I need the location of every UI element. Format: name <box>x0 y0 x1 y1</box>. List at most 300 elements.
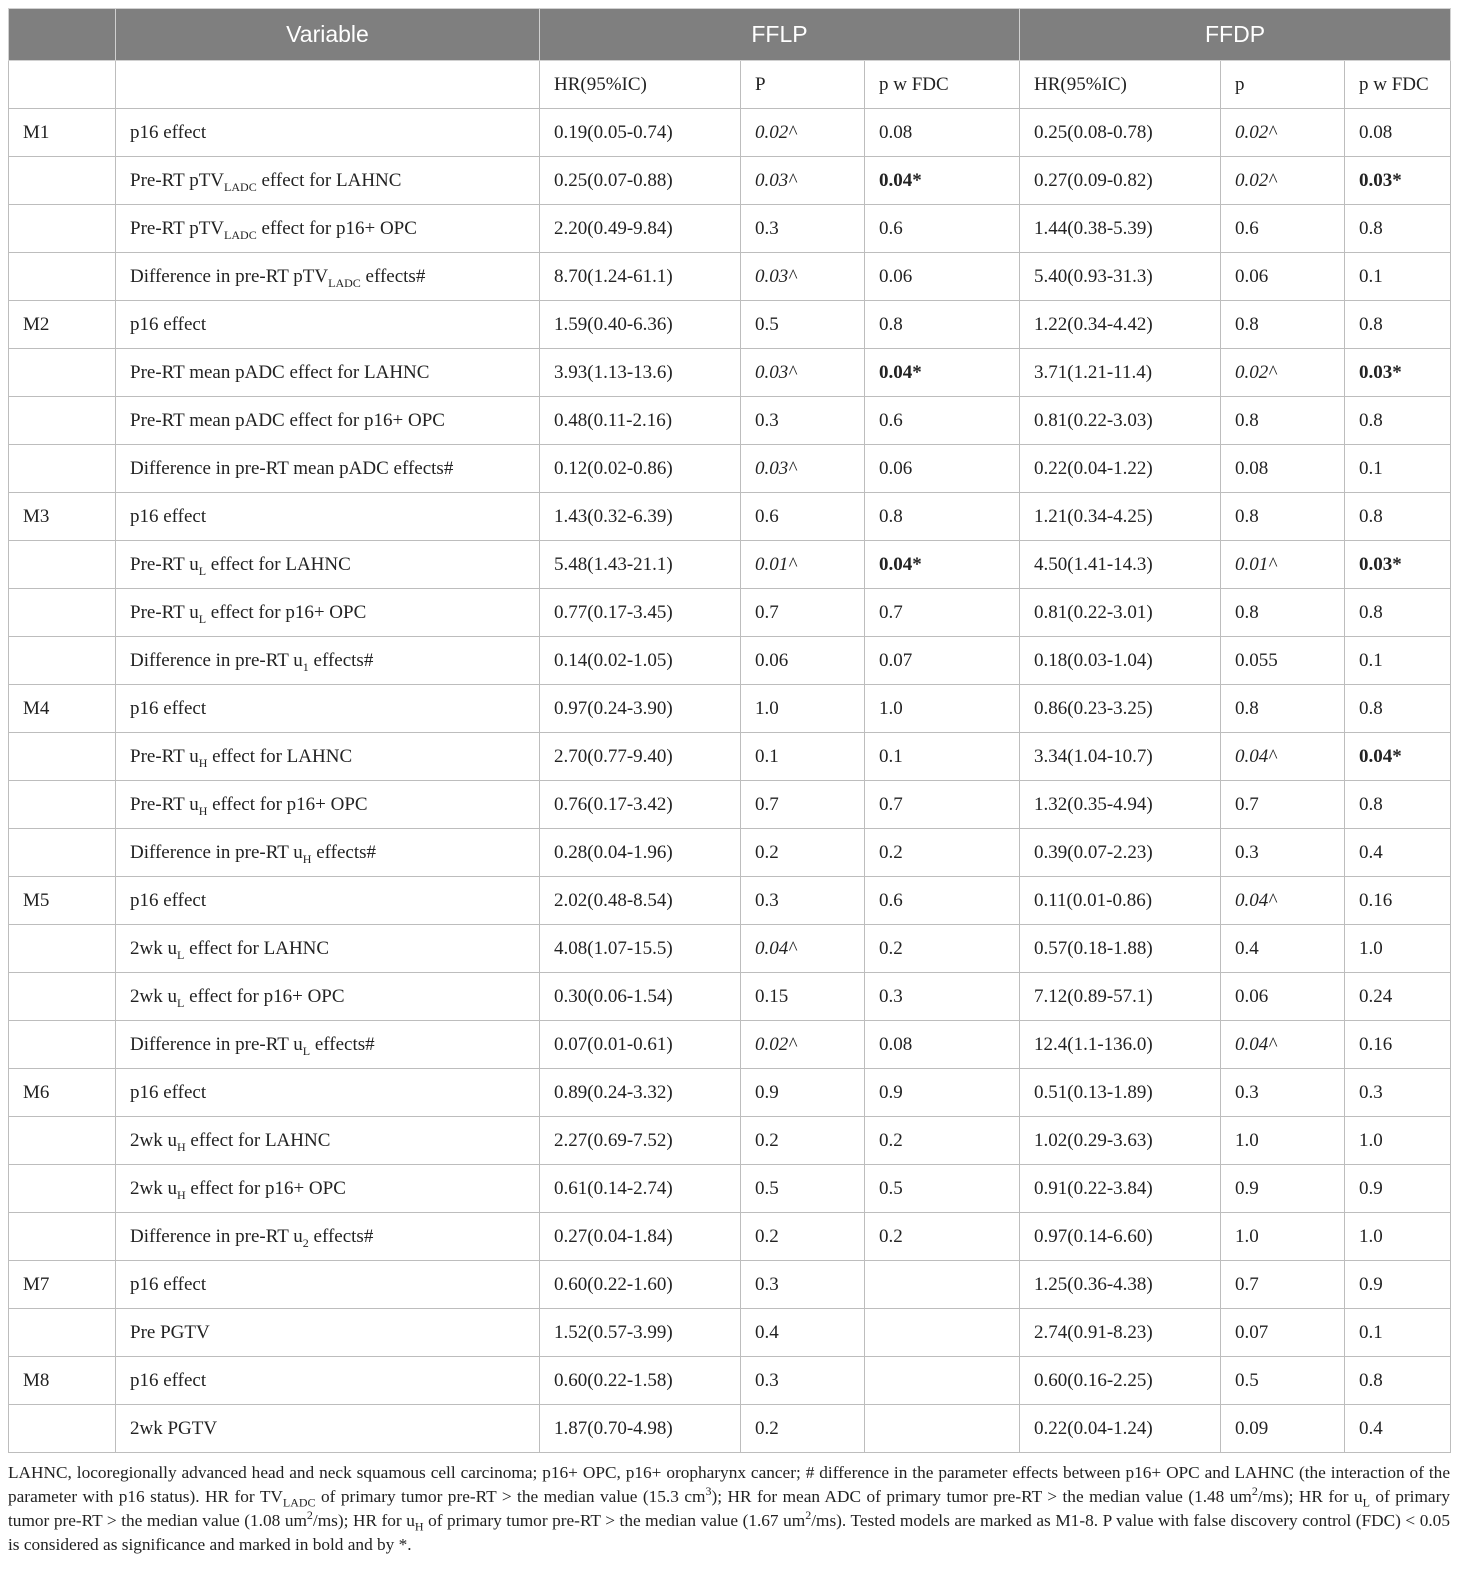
cell-hr-ffdp: 7.12(0.89-57.1) <box>1020 973 1221 1021</box>
cell-hr-fflp: 0.25(0.07-0.88) <box>540 157 741 205</box>
cell-hr-ffdp: 0.97(0.14-6.60) <box>1020 1213 1221 1261</box>
cell-variable <box>116 1165 540 1213</box>
cell-p-ffdp: 0.01^ <box>1221 541 1345 589</box>
cell-p-fflp: 1.0 <box>741 685 865 733</box>
footnote-text: /ms); HR for u <box>1257 1487 1363 1506</box>
cell-p-fflp: 0.03^ <box>741 157 865 205</box>
table-row <box>9 109 1451 157</box>
subheader-variable <box>116 61 540 109</box>
cell-hr-ffdp: 5.40(0.93-31.3) <box>1020 253 1221 301</box>
footnote-sub: L <box>1362 1495 1370 1510</box>
variable-subscript: H <box>198 803 208 818</box>
cell-fdc-ffdp: 0.1 <box>1345 1309 1451 1357</box>
cell-p-fflp: 0.3 <box>741 397 865 445</box>
variable-subscript: L <box>176 995 185 1010</box>
cell-hr-fflp: 0.61(0.14-2.74) <box>540 1165 741 1213</box>
cell-p-fflp: 0.03^ <box>741 253 865 301</box>
cell-hr-fflp: 0.27(0.04-1.84) <box>540 1213 741 1261</box>
cell-fdc-ffdp: 0.03* <box>1345 541 1451 589</box>
cell-p-ffdp: 1.0 <box>1221 1117 1345 1165</box>
cell-p-ffdp: 0.02^ <box>1221 157 1345 205</box>
variable-text: effect for LAHNC <box>185 1129 331 1151</box>
cell-hr-fflp: 1.59(0.40-6.36) <box>540 301 741 349</box>
cell-p-ffdp: 0.7 <box>1221 1261 1345 1309</box>
cell-p-ffdp: 0.8 <box>1221 685 1345 733</box>
cell-hr-fflp: 2.02(0.48-8.54) <box>540 877 741 925</box>
variable-subscript: L <box>198 611 207 626</box>
cell-hr-ffdp: 0.51(0.13-1.89) <box>1020 1069 1221 1117</box>
table-row <box>9 445 1451 493</box>
cell-fdc-ffdp: 0.1 <box>1345 253 1451 301</box>
cell-p-fflp: 0.7 <box>741 589 865 637</box>
cell-model <box>9 541 116 589</box>
cell-p-fflp: 0.2 <box>741 1213 865 1261</box>
cell-hr-ffdp: 0.81(0.22-3.01) <box>1020 589 1221 637</box>
variable-text: effect for p16+ OPC <box>184 985 345 1007</box>
table-row <box>9 1309 1451 1357</box>
cell-p-ffdp: 0.7 <box>1221 781 1345 829</box>
table-row <box>9 1357 1451 1405</box>
cell-variable <box>116 637 540 685</box>
cell-model <box>9 1021 116 1069</box>
cell-fdc-fflp: 0.06 <box>865 253 1020 301</box>
table-row <box>9 925 1451 973</box>
variable-text: p16 effect <box>130 121 207 143</box>
variable-text: p16 effect <box>130 889 207 911</box>
cell-model <box>9 733 116 781</box>
cell-hr-ffdp: 0.57(0.18-1.88) <box>1020 925 1221 973</box>
cell-p-fflp: 0.15 <box>741 973 865 1021</box>
variable-text: Pre-RT u <box>130 601 199 623</box>
cell-fdc-ffdp: 0.04* <box>1345 733 1451 781</box>
cell-model <box>9 445 116 493</box>
cell-p-ffdp: 0.04^ <box>1221 1021 1345 1069</box>
cell-p-fflp: 0.4 <box>741 1309 865 1357</box>
cell-fdc-fflp: 0.6 <box>865 397 1020 445</box>
cell-hr-ffdp: 3.71(1.21-11.4) <box>1020 349 1221 397</box>
cell-variable <box>116 829 540 877</box>
cell-model: M8 <box>9 1357 116 1405</box>
cell-hr-fflp: 1.52(0.57-3.99) <box>540 1309 741 1357</box>
variable-subscript: 2 <box>302 1235 309 1250</box>
cell-fdc-fflp: 0.04* <box>865 541 1020 589</box>
cell-fdc-fflp <box>865 1357 1020 1405</box>
cell-hr-fflp: 0.19(0.05-0.74) <box>540 109 741 157</box>
table-row <box>9 781 1451 829</box>
cell-hr-ffdp: 0.81(0.22-3.03) <box>1020 397 1221 445</box>
cell-p-fflp: 0.3 <box>741 877 865 925</box>
cell-p-ffdp: 0.9 <box>1221 1165 1345 1213</box>
cell-variable <box>116 109 540 157</box>
cell-fdc-fflp: 0.6 <box>865 877 1020 925</box>
cell-fdc-fflp: 0.7 <box>865 589 1020 637</box>
cell-fdc-ffdp: 1.0 <box>1345 1213 1451 1261</box>
variable-subscript: H <box>176 1139 186 1154</box>
cell-variable <box>116 1069 540 1117</box>
variable-text: Difference in pre-RT u <box>130 841 303 863</box>
cell-p-ffdp: 0.06 <box>1221 253 1345 301</box>
cell-fdc-fflp: 0.8 <box>865 301 1020 349</box>
cell-p-fflp: 0.2 <box>741 1117 865 1165</box>
variable-text: Pre-RT pTV <box>130 217 225 239</box>
cell-variable <box>116 877 540 925</box>
table-row <box>9 589 1451 637</box>
cell-fdc-fflp: 0.08 <box>865 109 1020 157</box>
cell-fdc-ffdp: 0.8 <box>1345 781 1451 829</box>
cell-p-fflp: 0.2 <box>741 1405 865 1453</box>
cell-fdc-fflp: 0.2 <box>865 1213 1020 1261</box>
cell-hr-ffdp: 0.86(0.23-3.25) <box>1020 685 1221 733</box>
cell-model <box>9 973 116 1021</box>
variable-subscript: L <box>302 1043 311 1058</box>
table-row <box>9 493 1451 541</box>
variable-text: p16 effect <box>130 1081 207 1103</box>
subheader-p-ffdp: p <box>1221 61 1345 109</box>
variable-text: effect for p16+ OPC <box>207 793 368 815</box>
footnote-text: of primary tumor pre-RT > the median value (1.67 um <box>423 1511 806 1530</box>
cell-hr-fflp: 3.93(1.13-13.6) <box>540 349 741 397</box>
table-row <box>9 1261 1451 1309</box>
cell-model: M4 <box>9 685 116 733</box>
cell-hr-fflp: 0.89(0.24-3.32) <box>540 1069 741 1117</box>
variable-text: Pre-RT u <box>130 793 199 815</box>
variable-text: Difference in pre-RT u <box>130 649 303 671</box>
footnote-text: of primary tumor pre-RT > the median value (15.3 cm <box>315 1487 706 1506</box>
cell-p-fflp: 0.7 <box>741 781 865 829</box>
variable-subscript: L <box>176 947 185 962</box>
table-row <box>9 637 1451 685</box>
cell-fdc-fflp <box>865 1405 1020 1453</box>
cell-fdc-fflp: 0.6 <box>865 205 1020 253</box>
cell-hr-ffdp: 4.50(1.41-14.3) <box>1020 541 1221 589</box>
variable-text: effects# <box>311 841 376 863</box>
cell-fdc-ffdp: 0.8 <box>1345 589 1451 637</box>
cell-hr-fflp: 1.87(0.70-4.98) <box>540 1405 741 1453</box>
cell-fdc-ffdp: 0.9 <box>1345 1261 1451 1309</box>
cell-fdc-ffdp: 0.8 <box>1345 1357 1451 1405</box>
cell-model <box>9 1405 116 1453</box>
cell-model <box>9 1309 116 1357</box>
cell-p-ffdp: 0.02^ <box>1221 349 1345 397</box>
variable-text: effect for p16+ OPC <box>185 1177 346 1199</box>
cell-p-fflp: 0.3 <box>741 1357 865 1405</box>
header-fflp: FFLP <box>540 9 1020 61</box>
footnote-sub: LADC <box>282 1495 316 1510</box>
cell-fdc-fflp: 0.7 <box>865 781 1020 829</box>
variable-text: effect for p16+ OPC <box>206 601 367 623</box>
cell-fdc-ffdp: 0.8 <box>1345 685 1451 733</box>
variable-text: Pre-RT u <box>130 745 199 767</box>
cell-model <box>9 1165 116 1213</box>
cell-model <box>9 925 116 973</box>
cell-fdc-ffdp: 0.16 <box>1345 1021 1451 1069</box>
cell-fdc-ffdp: 0.1 <box>1345 637 1451 685</box>
variable-text: Pre-RT u <box>130 553 199 575</box>
cell-hr-ffdp: 0.60(0.16-2.25) <box>1020 1357 1221 1405</box>
variable-text: Difference in pre-RT u <box>130 1033 303 1055</box>
cell-model <box>9 253 116 301</box>
cell-fdc-fflp: 0.5 <box>865 1165 1020 1213</box>
variable-text: effect for LAHNC <box>207 745 353 767</box>
cell-variable <box>116 1261 540 1309</box>
cell-variable <box>116 349 540 397</box>
table-row <box>9 1213 1451 1261</box>
footnote-text: ); HR for mean ADC of primary tumor pre-RT > the median value (1.48 um <box>711 1487 1252 1506</box>
cell-hr-fflp: 2.27(0.69-7.52) <box>540 1117 741 1165</box>
variable-text: 2wk u <box>130 1129 177 1151</box>
footnote-text: /ms); HR for u <box>312 1511 415 1530</box>
footnote-sup: 3 <box>705 1484 712 1499</box>
table-row <box>9 877 1451 925</box>
cell-fdc-fflp: 0.2 <box>865 925 1020 973</box>
results-table <box>8 8 1451 1453</box>
cell-model: M2 <box>9 301 116 349</box>
cell-hr-fflp: 2.70(0.77-9.40) <box>540 733 741 781</box>
cell-hr-fflp: 0.60(0.22-1.58) <box>540 1357 741 1405</box>
cell-fdc-fflp <box>865 1309 1020 1357</box>
cell-p-ffdp: 1.0 <box>1221 1213 1345 1261</box>
cell-p-fflp: 0.3 <box>741 1261 865 1309</box>
cell-hr-ffdp: 0.27(0.09-0.82) <box>1020 157 1221 205</box>
cell-hr-fflp: 2.20(0.49-9.84) <box>540 205 741 253</box>
cell-p-fflp: 0.1 <box>741 733 865 781</box>
cell-variable <box>116 589 540 637</box>
table-row <box>9 205 1451 253</box>
cell-p-ffdp: 0.3 <box>1221 1069 1345 1117</box>
cell-fdc-ffdp: 0.24 <box>1345 973 1451 1021</box>
cell-hr-fflp: 0.76(0.17-3.42) <box>540 781 741 829</box>
variable-text: effect for LAHNC <box>184 937 330 959</box>
cell-fdc-ffdp: 0.4 <box>1345 1405 1451 1453</box>
cell-variable <box>116 1357 540 1405</box>
cell-variable <box>116 157 540 205</box>
variable-text: 2wk u <box>130 1177 177 1199</box>
cell-p-ffdp: 0.3 <box>1221 829 1345 877</box>
cell-fdc-ffdp: 0.08 <box>1345 109 1451 157</box>
cell-fdc-fflp: 0.1 <box>865 733 1020 781</box>
cell-fdc-ffdp: 0.16 <box>1345 877 1451 925</box>
cell-hr-fflp: 0.48(0.11-2.16) <box>540 397 741 445</box>
cell-model: M1 <box>9 109 116 157</box>
subheader-hr-fflp: HR(95%IC) <box>540 61 741 109</box>
cell-variable <box>116 301 540 349</box>
variable-text: effect for p16+ OPC <box>256 217 417 239</box>
cell-hr-fflp: 5.48(1.43-21.1) <box>540 541 741 589</box>
table-container <box>8 8 1450 1557</box>
cell-variable <box>116 1309 540 1357</box>
variable-text: p16 effect <box>130 1369 207 1391</box>
cell-p-fflp: 0.2 <box>741 829 865 877</box>
cell-variable <box>116 1021 540 1069</box>
variable-subscript: H <box>176 1187 186 1202</box>
cell-hr-fflp: 8.70(1.24-61.1) <box>540 253 741 301</box>
cell-p-ffdp: 0.09 <box>1221 1405 1345 1453</box>
cell-variable <box>116 205 540 253</box>
footnote-sup: 2 <box>805 1508 812 1523</box>
cell-hr-ffdp: 3.34(1.04-10.7) <box>1020 733 1221 781</box>
cell-model: M5 <box>9 877 116 925</box>
cell-fdc-ffdp: 0.03* <box>1345 349 1451 397</box>
table-row <box>9 349 1451 397</box>
cell-model <box>9 349 116 397</box>
cell-fdc-fflp: 0.08 <box>865 1021 1020 1069</box>
table-row <box>9 685 1451 733</box>
cell-fdc-ffdp: 0.8 <box>1345 397 1451 445</box>
cell-p-fflp: 0.02^ <box>741 109 865 157</box>
cell-p-ffdp: 0.4 <box>1221 925 1345 973</box>
cell-p-ffdp: 0.6 <box>1221 205 1345 253</box>
cell-fdc-fflp: 0.07 <box>865 637 1020 685</box>
subheader-hr-ffdp: HR(95%IC) <box>1020 61 1221 109</box>
variable-text: effects# <box>360 265 426 287</box>
cell-fdc-ffdp: 0.9 <box>1345 1165 1451 1213</box>
cell-variable <box>116 781 540 829</box>
cell-hr-fflp: 0.77(0.17-3.45) <box>540 589 741 637</box>
cell-fdc-fflp: 0.9 <box>865 1069 1020 1117</box>
cell-fdc-fflp: 0.2 <box>865 1117 1020 1165</box>
cell-hr-ffdp: 1.32(0.35-4.94) <box>1020 781 1221 829</box>
table-row <box>9 1405 1451 1453</box>
variable-text: Difference in pre-RT pTV <box>130 265 329 287</box>
cell-hr-fflp: 0.28(0.04-1.96) <box>540 829 741 877</box>
cell-p-fflp: 0.03^ <box>741 445 865 493</box>
table-row <box>9 253 1451 301</box>
cell-hr-ffdp: 0.22(0.04-1.24) <box>1020 1405 1221 1453</box>
cell-hr-fflp: 0.30(0.06-1.54) <box>540 973 741 1021</box>
cell-variable <box>116 445 540 493</box>
cell-p-ffdp: 0.8 <box>1221 301 1345 349</box>
table-row <box>9 157 1451 205</box>
cell-hr-ffdp: 0.39(0.07-2.23) <box>1020 829 1221 877</box>
cell-hr-ffdp: 0.22(0.04-1.22) <box>1020 445 1221 493</box>
subheader-fdc-ffdp: p w FDC <box>1345 61 1451 109</box>
cell-p-ffdp: 0.8 <box>1221 493 1345 541</box>
cell-hr-ffdp: 1.25(0.36-4.38) <box>1020 1261 1221 1309</box>
cell-variable <box>116 493 540 541</box>
variable-text: effects# <box>308 649 374 671</box>
variable-text: Difference in pre-RT u <box>130 1225 303 1247</box>
table-row <box>9 733 1451 781</box>
cell-model <box>9 637 116 685</box>
cell-model <box>9 397 116 445</box>
cell-fdc-ffdp: 1.0 <box>1345 925 1451 973</box>
subheader-fdc-fflp: p w FDC <box>865 61 1020 109</box>
cell-hr-ffdp: 0.91(0.22-3.84) <box>1020 1165 1221 1213</box>
variable-text: p16 effect <box>130 697 207 719</box>
variable-text: p16 effect <box>130 505 207 527</box>
cell-p-fflp: 0.5 <box>741 301 865 349</box>
cell-p-ffdp: 0.06 <box>1221 973 1345 1021</box>
cell-p-fflp: 0.6 <box>741 493 865 541</box>
variable-subscript: LADC <box>328 275 361 290</box>
cell-variable <box>116 973 540 1021</box>
header-ffdp: FFDP <box>1020 9 1451 61</box>
cell-fdc-fflp: 0.04* <box>865 349 1020 397</box>
cell-fdc-fflp: 0.04* <box>865 157 1020 205</box>
cell-model <box>9 781 116 829</box>
cell-hr-ffdp: 12.4(1.1-136.0) <box>1020 1021 1221 1069</box>
cell-hr-fflp: 0.14(0.02-1.05) <box>540 637 741 685</box>
cell-fdc-fflp: 1.0 <box>865 685 1020 733</box>
cell-variable <box>116 541 540 589</box>
variable-text: Pre-RT pTV <box>130 169 225 191</box>
variable-text: effect for LAHNC <box>256 169 402 191</box>
cell-hr-ffdp: 0.11(0.01-0.86) <box>1020 877 1221 925</box>
cell-fdc-ffdp: 0.8 <box>1345 301 1451 349</box>
cell-p-fflp: 0.9 <box>741 1069 865 1117</box>
cell-p-ffdp: 0.5 <box>1221 1357 1345 1405</box>
cell-fdc-fflp: 0.2 <box>865 829 1020 877</box>
header-variable: Variable <box>116 9 540 61</box>
header-blank <box>9 9 116 61</box>
cell-model <box>9 205 116 253</box>
variable-subscript: H <box>302 851 312 866</box>
cell-fdc-ffdp: 0.8 <box>1345 493 1451 541</box>
cell-fdc-fflp: 0.06 <box>865 445 1020 493</box>
cell-fdc-ffdp: 0.1 <box>1345 445 1451 493</box>
cell-p-ffdp: 0.04^ <box>1221 877 1345 925</box>
cell-variable <box>116 733 540 781</box>
cell-model: M3 <box>9 493 116 541</box>
cell-hr-fflp: 0.97(0.24-3.90) <box>540 685 741 733</box>
cell-fdc-ffdp: 0.8 <box>1345 205 1451 253</box>
table-row <box>9 1117 1451 1165</box>
cell-fdc-ffdp: 1.0 <box>1345 1117 1451 1165</box>
cell-hr-ffdp: 0.25(0.08-0.78) <box>1020 109 1221 157</box>
cell-hr-ffdp: 0.18(0.03-1.04) <box>1020 637 1221 685</box>
cell-variable <box>116 925 540 973</box>
variable-subscript: 1 <box>302 659 309 674</box>
footnote-text: LAHNC, locoregionally advanced head and neck squamous cell carcinoma; p16+ OPC, p16+ oropharynx cancer; # difference in the parameter effects between p16+ OPC and LAHNC (the interaction of the parameter with p16 status). HR for TV <box>8 1463 1450 1506</box>
cell-p-fflp: 0.06 <box>741 637 865 685</box>
variable-text: Pre-RT mean pADC effect for LAHNC <box>130 361 430 383</box>
cell-fdc-ffdp: 0.4 <box>1345 829 1451 877</box>
table-row <box>9 1069 1451 1117</box>
cell-fdc-ffdp: 0.3 <box>1345 1069 1451 1117</box>
footnote-text: /ms). Tested models are marked as M1-8. P value with false discovery control (FDC) < 0.05 is considered as significance and marked in bold and by *. <box>8 1511 1450 1554</box>
cell-hr-fflp: 0.12(0.02-0.86) <box>540 445 741 493</box>
variable-subscript: LADC <box>224 179 257 194</box>
cell-p-ffdp: 0.02^ <box>1221 109 1345 157</box>
table-row <box>9 1021 1451 1069</box>
cell-p-ffdp: 0.8 <box>1221 397 1345 445</box>
cell-hr-ffdp: 1.02(0.29-3.63) <box>1020 1117 1221 1165</box>
table-row <box>9 973 1451 1021</box>
variable-text: Pre-RT mean pADC effect for p16+ OPC <box>130 409 445 431</box>
cell-p-fflp: 0.02^ <box>741 1021 865 1069</box>
cell-fdc-ffdp: 0.03* <box>1345 157 1451 205</box>
variable-text: p16 effect <box>130 1273 207 1295</box>
footnote-sup: 2 <box>1251 1484 1258 1499</box>
cell-p-fflp: 0.5 <box>741 1165 865 1213</box>
variable-subscript: LADC <box>224 227 257 242</box>
variable-text: effects# <box>308 1225 374 1247</box>
variable-text: effects# <box>310 1033 375 1055</box>
cell-model <box>9 1213 116 1261</box>
header-row <box>9 9 1451 61</box>
cell-variable <box>116 1213 540 1261</box>
table-row <box>9 397 1451 445</box>
cell-hr-ffdp: 2.74(0.91-8.23) <box>1020 1309 1221 1357</box>
cell-p-fflp: 0.03^ <box>741 349 865 397</box>
cell-fdc-fflp: 0.3 <box>865 973 1020 1021</box>
subheader-p-fflp: P <box>741 61 865 109</box>
cell-variable <box>116 1117 540 1165</box>
variable-text: 2wk u <box>130 985 177 1007</box>
cell-variable <box>116 397 540 445</box>
variable-text: Difference in pre-RT mean pADC effects# <box>130 457 454 479</box>
table-row <box>9 541 1451 589</box>
